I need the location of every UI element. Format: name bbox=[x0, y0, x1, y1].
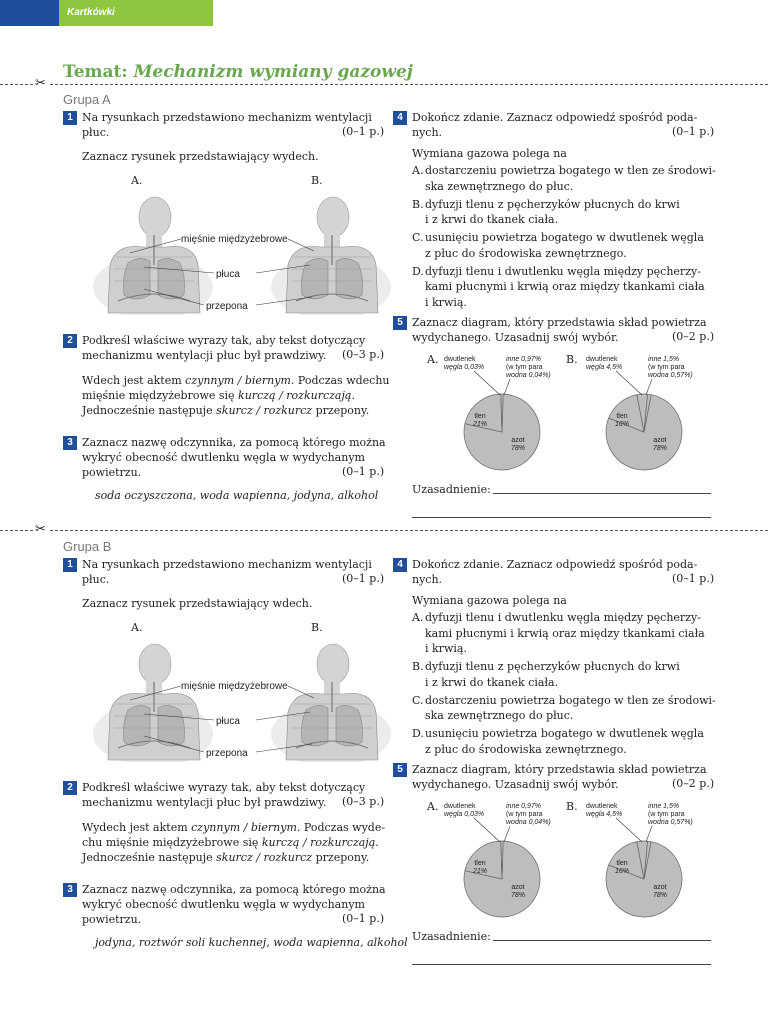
answer-line[interactable] bbox=[412, 964, 711, 965]
sentence-text: Wdech jest aktem bbox=[82, 374, 186, 387]
choice-words[interactable]: czynnym / biernym bbox=[185, 374, 291, 387]
pie-leader-other bbox=[504, 379, 510, 395]
question-text: mechanizmu wentylacji płuc był prawdziwy. bbox=[82, 349, 327, 362]
scissors-icon: ✂ bbox=[35, 522, 46, 537]
points-label: (0–2 p.) bbox=[672, 330, 715, 343]
answer-letter[interactable]: D. bbox=[412, 264, 424, 278]
answer-text: dyfuzji tlenu i dwutlenku węgla między pęcherzy- bbox=[425, 264, 701, 278]
question-text: wydychanego. Uzasadnij swój wybór. bbox=[412, 331, 619, 344]
answer-text: kami płucnymi i krwią oraz między tkankami ciała bbox=[425, 280, 705, 293]
pie-label-co2: dwutlenek bbox=[586, 803, 618, 810]
question-number: 5 bbox=[393, 763, 407, 777]
answer-text: i z krwi do tkanek ciała. bbox=[425, 213, 559, 226]
choice-words[interactable]: skurcz / rozkurcz bbox=[216, 404, 313, 417]
pie-label-nitrogen-value: 78% bbox=[652, 445, 668, 452]
question-text: Podkreśl właściwe wyrazy tak, aby tekst dotyczący bbox=[82, 334, 366, 347]
pie-label-oxygen: tlen bbox=[474, 860, 486, 867]
choice-words[interactable]: kurczą / rozkurczają bbox=[261, 836, 376, 849]
pie-label-other-note: (w tym para bbox=[648, 811, 685, 818]
question-number: 4 bbox=[393, 558, 407, 572]
points-label: (0–3 p.) bbox=[342, 795, 385, 808]
question-number: 1 bbox=[63, 111, 77, 125]
pie-leader-co2 bbox=[474, 371, 500, 395]
question-text: płuc. bbox=[82, 126, 110, 139]
cut-line-a bbox=[0, 84, 768, 85]
answer-text: z płuc do środowiska zewnętrznego. bbox=[425, 742, 627, 756]
pie-label-other-note-2: wodna 0,57%) bbox=[648, 819, 693, 826]
answer-text: i krwią. bbox=[425, 642, 467, 655]
answer-letter[interactable]: B. bbox=[412, 197, 424, 211]
pie-label-oxygen: tlen bbox=[616, 413, 628, 420]
answer-letter[interactable]: A. bbox=[412, 611, 424, 624]
points-label: (0–1 p.) bbox=[672, 572, 715, 585]
sentence-text: . Podczas wdechu bbox=[290, 374, 390, 387]
question-number: 2 bbox=[63, 781, 77, 795]
question-text: wydychanego. Uzasadnij swój wybór. bbox=[412, 778, 619, 791]
answer-text: usunięciu powietrza bogatego w dwutlenek węgla bbox=[425, 727, 704, 740]
question-text: Zaznacz diagram, który przedstawia skład powietrza bbox=[412, 316, 707, 329]
fill-sentence bbox=[82, 388, 355, 404]
topic-name: Mechanizm wymiany gazowej bbox=[133, 62, 413, 82]
points-label: (0–2 p.) bbox=[672, 777, 715, 790]
question-text: wykryć obecność dwutlenku węgla w wydychanym bbox=[82, 451, 365, 464]
question-stem: Wymiana gazowa polega na bbox=[412, 594, 567, 607]
question-number: 4 bbox=[393, 111, 407, 125]
pie-label-other-note-2: wodna 0,57%) bbox=[648, 372, 693, 379]
pie-label-nitrogen-value: 78% bbox=[510, 445, 526, 452]
lung-annotations bbox=[88, 195, 368, 315]
pie-label-oxygen-value: 16% bbox=[614, 421, 630, 428]
answer-text: dostarczeniu powietrza bogatego w tlen ze środowi- bbox=[425, 693, 716, 707]
question-number: 5 bbox=[393, 316, 407, 330]
points-label: (0–1 p.) bbox=[342, 125, 385, 138]
pie-label-other: inne 0,97% bbox=[506, 803, 542, 810]
justification-label: Uzasadnienie: bbox=[412, 483, 491, 496]
pie-label-co2: dwutlenek bbox=[586, 356, 618, 363]
answer-text: dyfuzji tlenu z pęcherzyków płucnych do krwi bbox=[425, 197, 680, 211]
points-label: (0–1 p.) bbox=[342, 572, 385, 585]
choice-words[interactable]: skurcz / rozkurcz bbox=[216, 851, 313, 864]
pie-leader-other bbox=[504, 826, 510, 842]
pie-label-other-note: (w tym para bbox=[506, 364, 543, 371]
pie-label-oxygen-value: 16% bbox=[614, 868, 630, 875]
points-label: (0–1 p.) bbox=[672, 125, 715, 138]
points-label: (0–1 p.) bbox=[342, 912, 385, 925]
answer-text: i krwią. bbox=[425, 295, 467, 309]
header-label: Kartkówki bbox=[67, 7, 115, 18]
pie-label-other: inne 1,5% bbox=[648, 803, 680, 810]
choice-words[interactable]: kurczą / rozkurczają bbox=[238, 389, 352, 402]
sentence-text: Jednocześnie następuje bbox=[82, 404, 217, 417]
pie-label-co2-value: węgla 0,03% bbox=[444, 364, 485, 371]
lung-annotations bbox=[88, 642, 368, 762]
pie-label-co2: dwutlenek bbox=[444, 356, 476, 363]
pie-label-oxygen: tlen bbox=[474, 413, 486, 420]
pie-leader-co2 bbox=[616, 818, 642, 842]
pie-label-co2: dwutlenek bbox=[444, 803, 476, 810]
answer-text: ska zewnętrznego do płuc. bbox=[425, 709, 574, 722]
answer-text: z płuc do środowiska zewnętrznego. bbox=[425, 246, 627, 260]
question-text: Dokończ zdanie. Zaznacz odpowiedź spośród poda- bbox=[412, 111, 698, 124]
fill-sentence bbox=[82, 820, 385, 836]
option-a-label[interactable]: A. bbox=[131, 621, 143, 634]
cut-line-b bbox=[0, 530, 768, 531]
answer-letter[interactable]: C. bbox=[412, 693, 424, 707]
topic-prefix: Temat: bbox=[63, 62, 128, 82]
sentence-text: przepony. bbox=[312, 404, 370, 417]
header-brand-block bbox=[0, 0, 59, 26]
option-b-label[interactable]: B. bbox=[311, 174, 323, 187]
sentence-text: przepony. bbox=[312, 851, 370, 864]
label-intercostal-muscles: mięśnie międzyżebrowe bbox=[181, 681, 288, 692]
points-label: (0–1 p.) bbox=[342, 465, 385, 478]
question-text: Zaznacz diagram, który przedstawia skład powietrza bbox=[412, 763, 707, 776]
pie-label-other-note-2: wodna 0,04%) bbox=[506, 819, 551, 826]
pie-leader-co2 bbox=[616, 371, 642, 395]
choice-words[interactable]: czynnym / biernym bbox=[191, 821, 297, 834]
scissors-icon: ✂ bbox=[35, 76, 46, 91]
answer-letter[interactable]: D. bbox=[412, 727, 424, 740]
label-intercostal-muscles: mięśnie międzyżebrowe bbox=[181, 234, 288, 245]
pie-label-co2-value: węgla 0,03% bbox=[444, 811, 485, 818]
fill-sentence bbox=[82, 850, 369, 866]
pie-label-nitrogen: azot bbox=[653, 437, 667, 444]
option-b-label[interactable]: B. bbox=[311, 621, 323, 634]
pie-label-nitrogen: azot bbox=[511, 884, 525, 891]
question-text: nych. bbox=[412, 573, 443, 586]
question-number: 1 bbox=[63, 558, 77, 572]
answer-line[interactable] bbox=[493, 940, 711, 941]
pie-chart-b[interactable] bbox=[582, 799, 702, 919]
answer-text: dostarczeniu powietrza bogatego w tlen ze środowi- bbox=[425, 164, 716, 177]
fill-sentence bbox=[82, 835, 379, 851]
answer-text: dyfuzji tlenu z pęcherzyków płucnych do krwi bbox=[425, 660, 680, 673]
pie-leader-other bbox=[646, 826, 652, 842]
sentence-text: mięśnie międzyżebrowe się bbox=[82, 389, 239, 402]
chart-option-b[interactable]: B. bbox=[566, 800, 578, 813]
fill-sentence bbox=[82, 373, 390, 389]
sentence-text: . bbox=[351, 389, 355, 402]
answer-line[interactable] bbox=[493, 493, 711, 494]
pie-leader-co2 bbox=[474, 818, 500, 842]
question-text: Zaznacz nazwę odczynnika, za pomocą którego można bbox=[82, 436, 386, 449]
sentence-text: chu mięśnie międzyżebrowe się bbox=[82, 836, 262, 849]
points-label: (0–3 p.) bbox=[342, 348, 385, 361]
label-lungs: płuca bbox=[216, 716, 240, 727]
question-number: 2 bbox=[63, 334, 77, 348]
pie-label-nitrogen: azot bbox=[511, 437, 525, 444]
pie-label-other: inne 0,97% bbox=[506, 356, 542, 363]
sentence-text: . Podczas wyde- bbox=[296, 821, 386, 834]
question-number: 3 bbox=[63, 436, 77, 450]
answer-text: dyfuzji tlenu i dwutlenku węgla między pęcherzy- bbox=[425, 611, 701, 624]
group-b-label: Grupa B bbox=[63, 539, 112, 554]
chart-option-a[interactable]: A. bbox=[427, 353, 439, 366]
answer-letter[interactable]: A. bbox=[412, 164, 424, 177]
sentence-text: Wydech jest aktem bbox=[82, 821, 192, 834]
label-lungs: płuca bbox=[216, 269, 240, 280]
topic-title bbox=[63, 62, 413, 82]
answer-text: usunięciu powietrza bogatego w dwutlenek węgla bbox=[425, 231, 704, 244]
question-stem: Wymiana gazowa polega na bbox=[412, 147, 567, 160]
pie-chart-b[interactable] bbox=[582, 352, 702, 472]
chart-option-b[interactable]: B. bbox=[566, 353, 578, 366]
question-text: Dokończ zdanie. Zaznacz odpowiedź spośród poda- bbox=[412, 558, 698, 571]
pie-label-oxygen: tlen bbox=[616, 860, 628, 867]
pie-label-nitrogen: azot bbox=[653, 884, 667, 891]
instruction-text: Zaznacz rysunek przedstawiający wdech. bbox=[82, 597, 313, 610]
pie-label-oxygen-value: 21% bbox=[472, 421, 488, 428]
option-a-label[interactable]: A. bbox=[131, 174, 143, 187]
question-text: Podkreśl właściwe wyrazy tak, aby tekst dotyczący bbox=[82, 781, 366, 794]
justification-label: Uzasadnienie: bbox=[412, 930, 491, 943]
sentence-text: . bbox=[375, 836, 379, 849]
label-diaphragm: przepona bbox=[206, 301, 248, 312]
question-text: płuc. bbox=[82, 573, 110, 586]
reagent-options[interactable]: jodyna, roztwór soli kuchennej, woda wapienna, alkohol bbox=[95, 936, 408, 949]
question-text: powietrzu. bbox=[82, 913, 142, 926]
sentence-text: Jednocześnie następuje bbox=[82, 851, 217, 864]
question-number: 3 bbox=[63, 883, 77, 897]
reagent-options[interactable]: soda oczyszczona, woda wapienna, jodyna, alkohol bbox=[95, 489, 379, 502]
pie-label-co2-value: węgla 4,5% bbox=[586, 811, 623, 818]
answer-line[interactable] bbox=[412, 517, 711, 518]
question-text: Na rysunkach przedstawiono mechanizm wentylacji bbox=[82, 558, 372, 571]
question-text: Na rysunkach przedstawiono mechanizm wentylacji bbox=[82, 111, 372, 124]
question-text: powietrzu. bbox=[82, 466, 142, 479]
answer-letter[interactable]: B. bbox=[412, 660, 424, 673]
question-text: Zaznacz nazwę odczynnika, za pomocą którego można bbox=[82, 883, 386, 896]
pie-chart-a[interactable] bbox=[440, 799, 560, 919]
fill-sentence bbox=[82, 403, 369, 419]
instruction-text: Zaznacz rysunek przedstawiający wydech. bbox=[82, 150, 319, 163]
pie-label-other: inne 1,5% bbox=[648, 356, 680, 363]
answer-text: kami płucnymi i krwią oraz między tkankami ciała bbox=[425, 626, 705, 640]
group-a-label: Grupa A bbox=[63, 92, 111, 107]
question-text: mechanizmu wentylacji płuc był prawdziwy. bbox=[82, 796, 327, 809]
pie-chart-a[interactable] bbox=[440, 352, 560, 472]
pie-label-co2-value: węgla 4,5% bbox=[586, 364, 623, 371]
pie-label-nitrogen-value: 78% bbox=[510, 892, 526, 899]
label-diaphragm: przepona bbox=[206, 748, 248, 759]
pie-label-other-note: (w tym para bbox=[506, 811, 543, 818]
pie-label-other-note: (w tym para bbox=[648, 364, 685, 371]
header-tab bbox=[0, 0, 213, 26]
pie-label-other-note-2: wodna 0,04%) bbox=[506, 372, 551, 379]
question-text: wykryć obecność dwutlenku węgla w wydychanym bbox=[82, 898, 365, 911]
chart-option-a[interactable]: A. bbox=[427, 800, 439, 813]
pie-label-oxygen-value: 21% bbox=[472, 868, 488, 875]
answer-text: ska zewnętrznego do płuc. bbox=[425, 179, 574, 193]
answer-text: i z krwi do tkanek ciała. bbox=[425, 675, 559, 689]
answer-letter[interactable]: C. bbox=[412, 231, 424, 244]
pie-label-nitrogen-value: 78% bbox=[652, 892, 668, 899]
question-text: nych. bbox=[412, 126, 443, 139]
pie-leader-other bbox=[646, 379, 652, 395]
